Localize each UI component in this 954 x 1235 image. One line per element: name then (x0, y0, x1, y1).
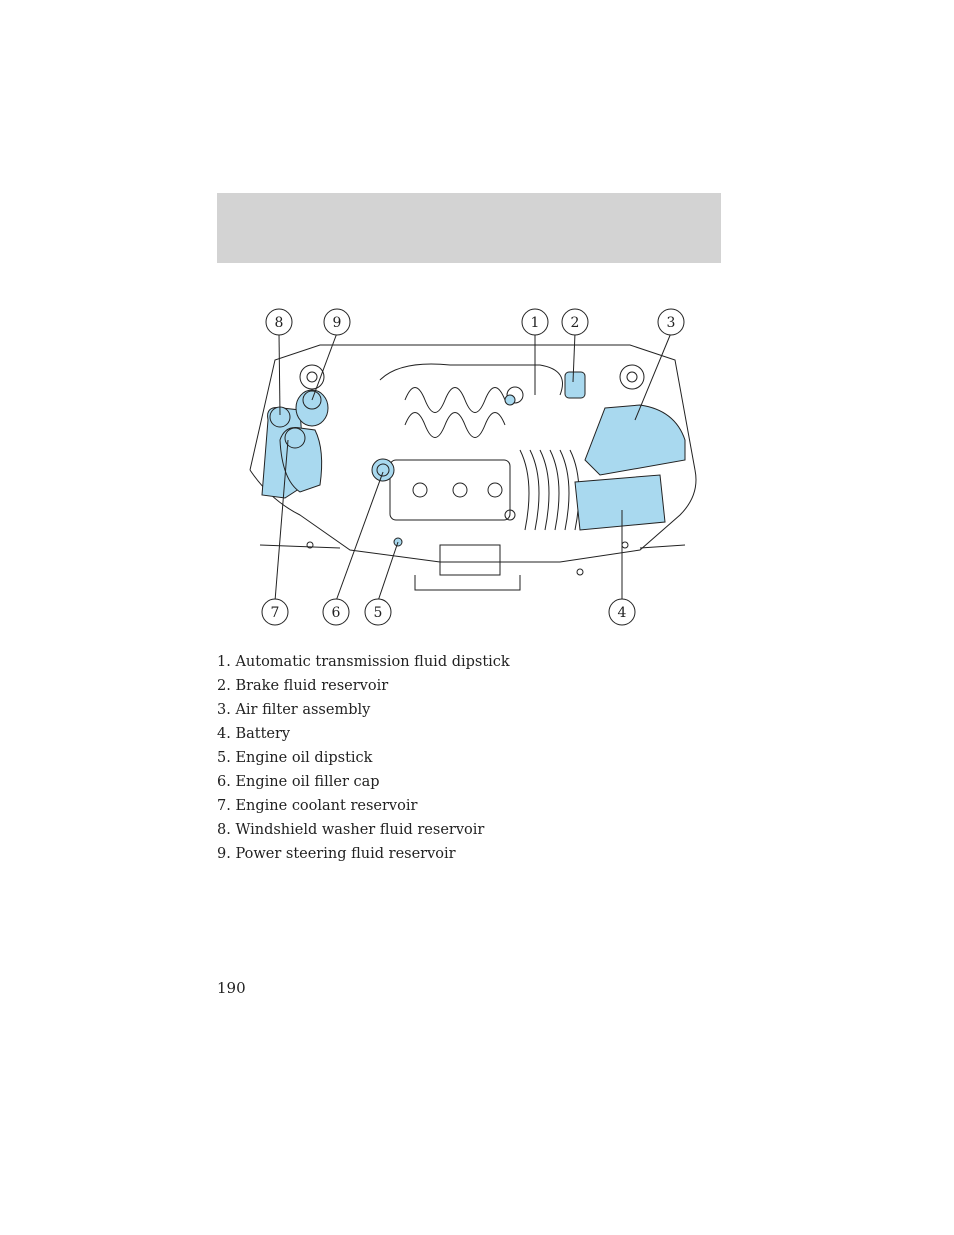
legend-item: 3. Air filter assembly (217, 702, 371, 718)
battery (575, 475, 665, 530)
svg-text:5: 5 (373, 605, 383, 621)
air-filter-assembly (585, 405, 685, 475)
callout-9 (324, 309, 350, 335)
callout-4 (609, 599, 635, 625)
legend-item: 7. Engine coolant reservoir (217, 798, 418, 814)
brake-fluid-reservoir (565, 372, 585, 398)
callout-2 (562, 309, 588, 335)
legend-item: 9. Power steering fluid reservoir (217, 846, 456, 862)
page-number: 190 (217, 979, 246, 997)
svg-text:8: 8 (274, 315, 284, 331)
callout-5 (365, 599, 391, 625)
legend-item: 2. Brake fluid reservoir (217, 678, 389, 694)
section-header-band (217, 193, 721, 263)
callout-7 (262, 599, 288, 625)
legend-item: 5. Engine oil dipstick (217, 750, 373, 766)
callout-8 (266, 309, 292, 335)
legend-item: 6. Engine oil filler cap (217, 774, 380, 790)
legend-item: 4. Battery (217, 726, 291, 742)
callout-1 (522, 309, 548, 335)
oil-filler-cap-inner (377, 464, 389, 476)
legend-item: 8. Windshield washer fluid reservoir (217, 822, 485, 838)
svg-text:6: 6 (331, 605, 341, 621)
svg-text:4: 4 (617, 605, 627, 621)
component-legend (217, 650, 510, 866)
legend-item: 1. Automatic transmission fluid dipstick (217, 654, 510, 670)
svg-text:9: 9 (332, 315, 342, 331)
callout-3 (658, 309, 684, 335)
engine-compartment-diagram (240, 300, 710, 640)
svg-text:2: 2 (570, 315, 580, 331)
svg-text:3: 3 (666, 315, 676, 331)
svg-text:1: 1 (530, 315, 540, 331)
callout-6 (323, 599, 349, 625)
transmission-dipstick (505, 395, 515, 405)
svg-text:7: 7 (270, 605, 280, 621)
